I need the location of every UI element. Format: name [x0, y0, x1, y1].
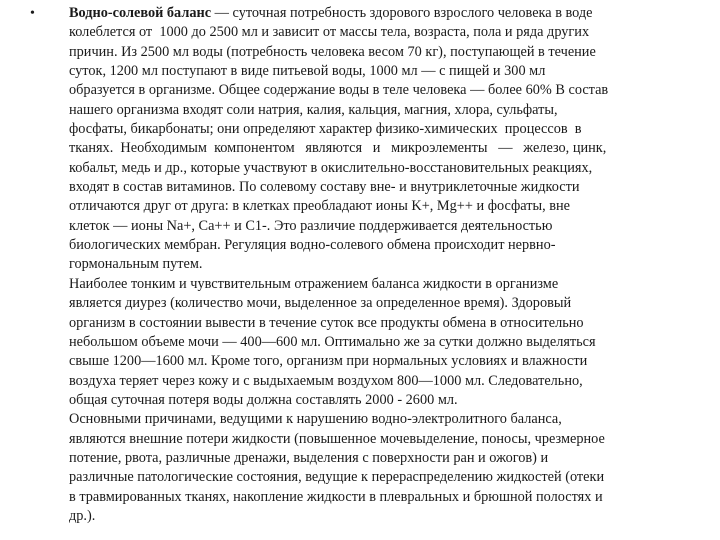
bullet-marker: •	[30, 6, 35, 21]
text-line-17: организм в состоянии вывести в течение суток все продукты обмена в относительно	[69, 314, 584, 331]
text-line-6: нашего организма входят соли натрия, калия, кальция, магния, хлора, сульфаты,	[69, 101, 558, 118]
text-line-8: тканях. Необходимым компонентом являются и микроэлементы — железо, цинк,	[69, 140, 607, 157]
text-line-11: отличаются друг от друга: в клетках преобладают ионы K+, Mg++ и фосфаты, вне	[69, 198, 570, 215]
text-line-26: в травмированных тканях, накопление жидкости в плевральных и брюшной полостях и	[69, 488, 603, 505]
text-line-13: биологических мембран. Регуляция водно-солевого обмена происходит нервно-	[69, 237, 556, 254]
text-line-3: причин. Из 2500 мл воды (потребность человека весом 70 кг), поступающей в течение	[69, 43, 596, 60]
text-line-23: являются внешние потери жидкости (повышенное мочевыделение, поносы, чрезмерное	[69, 430, 605, 447]
text-line-9: кобальт, медь и др., которые участвуют в окислительно-восстановительных реакциях,	[69, 159, 593, 176]
text-line-21: общая суточная потеря воды должна составлять 2000 - 2600 мл.	[69, 391, 458, 408]
text-line-22: Основными причинами, ведущими к нарушению водно-электролитного баланса,	[69, 411, 562, 428]
body-paragraph	[69, 4, 675, 526]
text-line-7: фосфаты, бикарбонаты; они определяют характер физико-химических процессов в	[69, 121, 582, 138]
text-line-25: различные патологические состояния, ведущие к перераспределению жидкостей (отеки	[69, 469, 605, 486]
text-line-12: клеток — ионы Na+, Ca++ и C1-. Это различие поддерживается деятельностью	[69, 217, 553, 234]
text-line-16: является диурез (количество мочи, выделенное за определенное время). Здоровый	[69, 295, 572, 312]
text-line-24: потение, рвота, различные дренажи, выделения с поверхности ран и ожогов) и	[69, 449, 549, 466]
text-line-5: образуется в организме. Общее содержание воды в теле человека — более 60% В состав	[69, 82, 609, 99]
text-line-2: колеблется от 1000 до 2500 мл и зависит от массы тела, возраста, пола и ряда других	[69, 24, 590, 41]
text-line-18: небольшом объеме мочи — 400—600 мл. Оптимально же за сутки должно выделяться	[69, 333, 596, 350]
term-heading: Водно-солевой баланс	[69, 5, 212, 21]
text-line-14: гормональным путем.	[69, 256, 203, 273]
text-line-4: суток, 1200 мл поступают в виде питьевой воды, 1000 мл — с пищей и 300 мл	[69, 63, 546, 80]
text-line-20: воздуха теряет через кожу и с выдыхаемым воздухом 800—1000 мл. Следовательно,	[69, 372, 583, 389]
text-line-27: др.).	[69, 507, 96, 524]
text-line-10: входят в состав витаминов. По солевому составу вне- и внутриклеточные жидкости	[69, 179, 580, 196]
text-line-1-rest: — суточная потребность здорового взрослого человека в воде	[211, 5, 593, 21]
text-line-15: Наиболее тонким и чувствительным отражением баланса жидкости в организме	[69, 275, 559, 292]
text-line-19: свыше 1200—1600 мл. Кроме того, организм при нормальных условиях и влажности	[69, 353, 588, 370]
text-line-1	[69, 4, 675, 23]
